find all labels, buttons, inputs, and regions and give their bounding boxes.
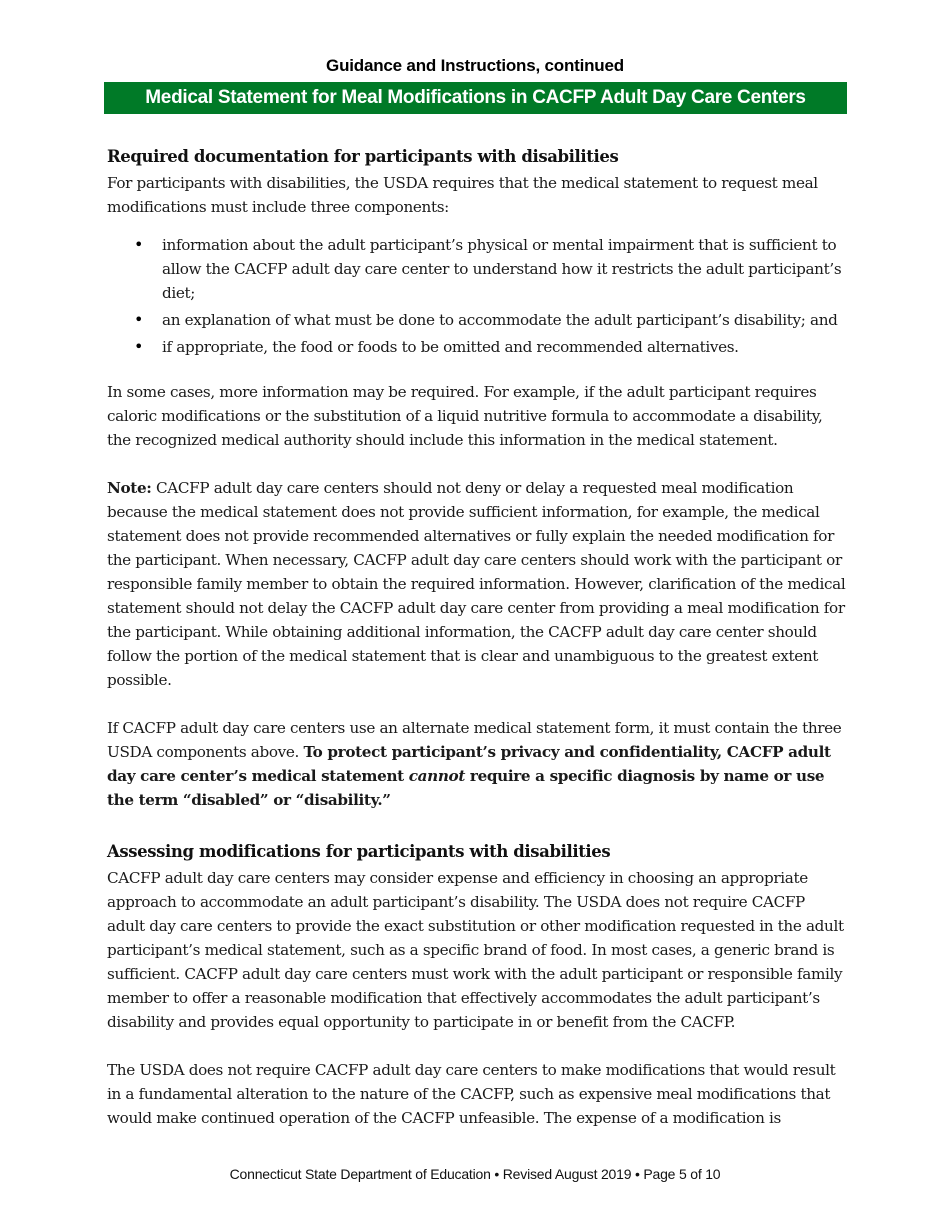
continued-label: Guidance and Instructions, continued xyxy=(326,56,624,75)
more-info-paragraph: In some cases, more information may be required. For example, if the adult participant requires caloric modifications or the substitution of a liquid nutritive formula to accommodate a disability, the recognized medical authority should include this information in the medical statement. xyxy=(107,383,823,449)
document-body xyxy=(107,143,847,1130)
alternate-form-text: If CACFP adult day care centers use an alternate medical statement form, it must contain the three USDA components above. xyxy=(107,719,842,761)
privacy-statement-part1: To protect participant’s privacy and confidentiality, CACFP adult day care center’s medical statement xyxy=(107,743,831,785)
section-heading-required-documentation: Required documentation for participants with disabilities xyxy=(107,147,619,166)
note-text: CACFP adult day care centers should not deny or delay a requested meal modification because the medical statement does not provide sufficient information, for example, the medical statement does not provide recommended alternatives or fully explain the needed modification for the participant. When necessary, CACFP adult day care centers should work with the participant or responsible family member to obtain the required information. However, clarification of the medical statement should not delay the CACFP adult day care center from providing a meal modification for the participant. While obtaining additional information, the CACFP adult day care center should follow the portion of the medical statement that is clear and unambiguous to the greatest extent possible. xyxy=(107,479,846,689)
privacy-statement-emphasis: cannot xyxy=(408,767,465,785)
components-list xyxy=(107,233,847,359)
section-heading-assessing-modifications: Assessing modifications for participants with disabilities xyxy=(107,842,611,861)
privacy-statement-part2: require a specific diagnosis by name or use the term “disabled” or “disability.” xyxy=(107,767,825,809)
list-item: • an explanation of what must be done to accommodate the adult participant’s disability; and xyxy=(162,308,847,332)
note-paragraph xyxy=(107,476,847,692)
note-label: Note: xyxy=(107,479,152,497)
list-item: • information about the adult participant’s physical or mental impairment that is sufficient to allow the CACFP adult day care center to understand how it restricts the adult participant’s diet; xyxy=(162,233,847,305)
fundamental-alteration-paragraph: The USDA does not require CACFP adult day care centers to make modifications that would result in a fundamental alteration to the nature of the CACFP, such as expensive meal modifications that would make continued operation of the CACFP unfeasible. The expense of a modification is xyxy=(107,1061,836,1127)
list-item: • if appropriate, the food or foods to be omitted and recommended alternatives. xyxy=(162,335,847,359)
page-footer: Connecticut State Department of Education • Revised August 2019 • Page 5 of 10 xyxy=(229,1166,721,1182)
title-banner: Medical Statement for Meal Modifications in CACFP Adult Day Care Centers xyxy=(104,82,847,114)
intro-paragraph: For participants with disabilities, the USDA requires that the medical statement to request meal modifications must include three components: xyxy=(107,174,818,216)
expense-efficiency-paragraph: CACFP adult day care centers may consider expense and efficiency in choosing an appropriate approach to accommodate an adult participant’s disability. The USDA does not require CACFP adult day care centers to provide the exact substitution or other modification requested in the adult participant’s medical statement, such as a specific brand of food. In most cases, a generic brand is sufficient. CACFP adult day care centers must work with the adult participant or responsible family member to offer a reasonable modification that effectively accommodates the adult participant’s disability and provides equal opportunity to participate in or benefit from the CACFP. xyxy=(107,869,844,1031)
alternate-form-paragraph xyxy=(107,716,847,812)
